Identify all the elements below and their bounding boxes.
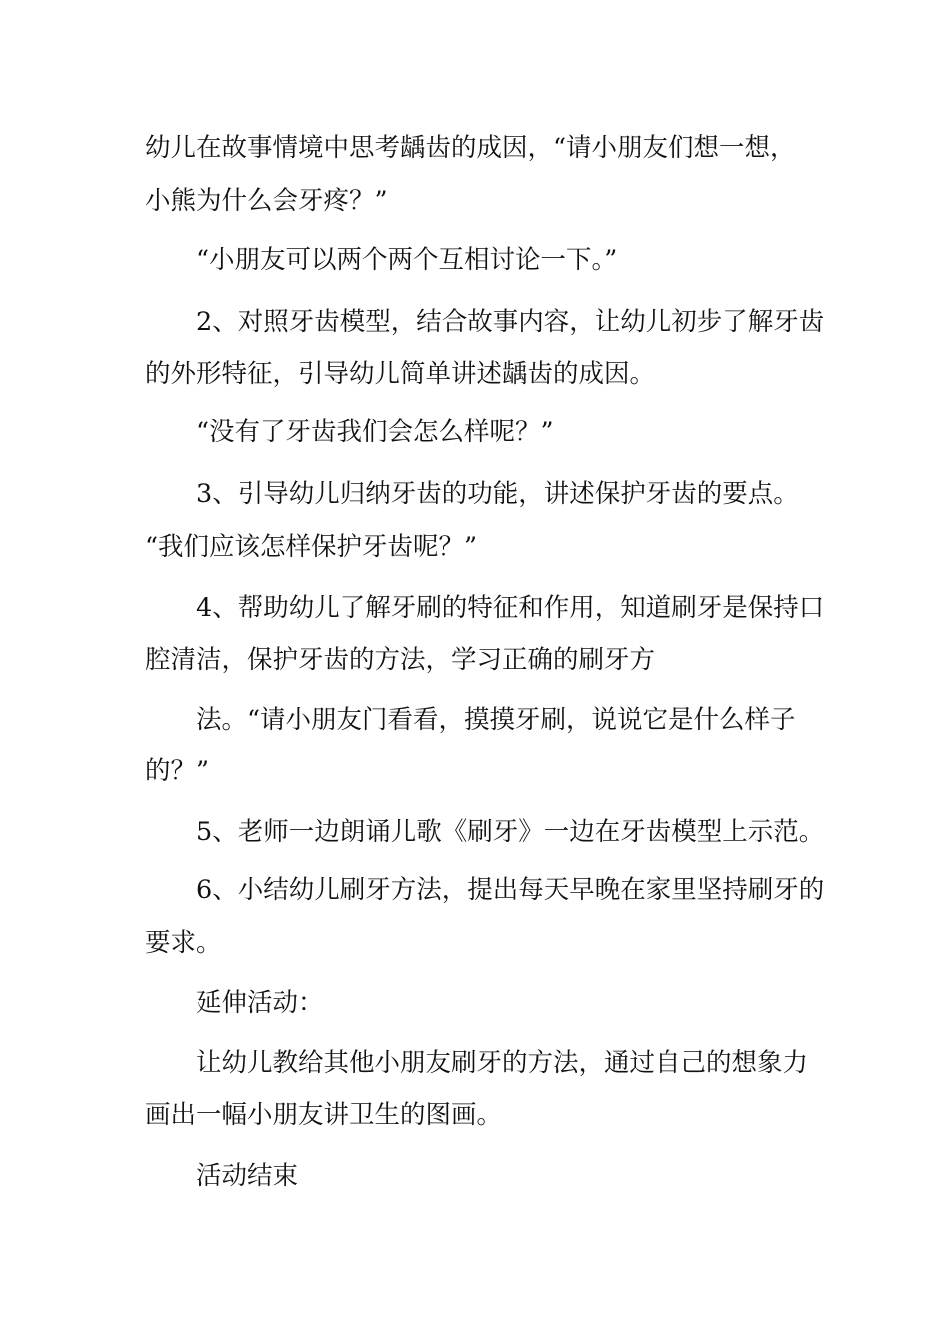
text-line: 画出一幅小朋友讲卫生的图画。 (145, 1100, 503, 1130)
text-line: 腔清洁，保护牙齿的方法，学习正确的刷牙方 (145, 645, 656, 675)
text-line: 5、老师一边朗诵儿歌《刷牙》一边在牙齿模型上示范。 (196, 817, 825, 847)
text-line: 让幼儿教给其他小朋友刷牙的方法，通过自己的想象力 (196, 1048, 809, 1078)
text-line: 3、引导幼儿归纳牙齿的功能，讲述保护牙齿的要点。 (196, 479, 799, 509)
text-line: “我们应该怎样保护牙齿呢？” (145, 532, 478, 562)
text-line: 6、小结幼儿刷牙方法，提出每天早晚在家里坚持刷牙的 (196, 875, 825, 905)
text-line: “小朋友可以两个两个互相讨论一下。” (196, 245, 618, 275)
text-line: “没有了牙齿我们会怎么样呢？” (196, 417, 554, 447)
text-line: 2、对照牙齿模型，结合故事内容，让幼儿初步了解牙齿 (196, 307, 825, 337)
text-line: 的？” (145, 756, 210, 786)
text-line: 要求。 (145, 928, 222, 958)
text-line: 法。“请小朋友门看看，摸摸牙刷，说说它是什么样子 (196, 705, 796, 735)
section-heading: 延伸活动： (196, 988, 324, 1018)
text-line: 4、帮助幼儿了解牙刷的特征和作用，知道刷牙是保持口 (196, 593, 825, 623)
section-heading: 活动结束 (196, 1161, 299, 1191)
text-line: 小熊为什么会牙疼？” (145, 186, 388, 216)
text-line: 幼儿在故事情境中思考龋齿的成因，“请小朋友们想一想， (145, 133, 796, 163)
text-line: 的外形特征，引导幼儿简单讲述龋齿的成因。 (145, 359, 656, 389)
